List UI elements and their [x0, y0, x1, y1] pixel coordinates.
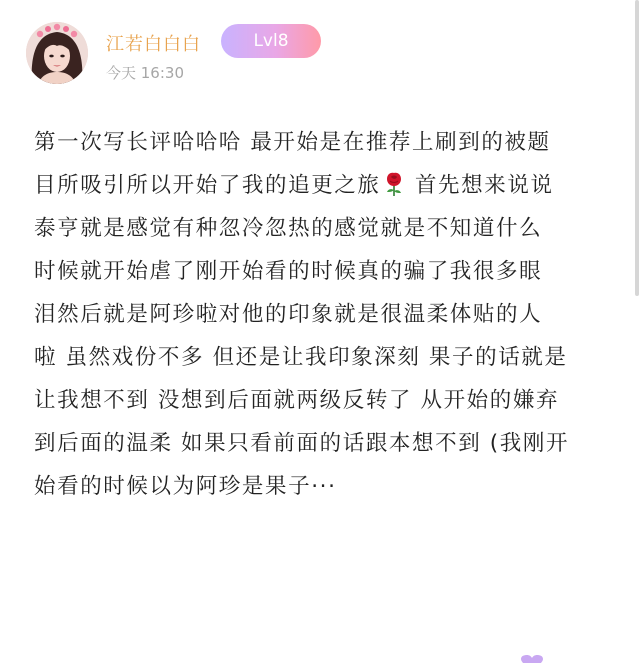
rose-icon [383, 171, 405, 197]
level-badge: Lvl8 [221, 24, 321, 58]
body-line: 第一次写长评哈哈哈 最开始是在推荐上刷到的被题 [34, 130, 551, 155]
heart-icon[interactable] [519, 655, 545, 663]
body-line [34, 164, 614, 207]
body-line: 时候就开始虐了刚开始看的时候真的骗了我很多眼 [34, 259, 543, 284]
scrollbar[interactable] [635, 0, 639, 296]
post-header [0, 0, 640, 100]
body-line: 让我想不到 没想到后面就两级反转了 从开始的嫌弃 [34, 388, 560, 413]
post-timestamp: 今天 16:30 [106, 64, 184, 82]
body-line: 啦 虽然戏份不多 但还是让我印象深刻 果子的话就是 [34, 345, 568, 370]
body-line: 泪然后就是阿珍啦对他的印象就是很温柔体贴的人 [34, 302, 543, 327]
body-line: 到后面的温柔 如果只看前面的话跟本想不到 (我刚开 [34, 431, 570, 456]
body-line-text: 首先想来说说 [406, 173, 554, 198]
body-line: 泰亨就是感觉有种忽冷忽热的感觉就是不知道什么 [34, 216, 543, 241]
avatar[interactable] [26, 22, 88, 84]
body-line-text: 目所吸引所以开始了我的追更之旅 [34, 173, 381, 198]
username[interactable]: 江若白白白 [106, 34, 201, 55]
body-line: 始看的时候以为阿珍是果子··· [34, 474, 337, 499]
avatar-image [26, 22, 88, 84]
post-body [34, 121, 614, 508]
